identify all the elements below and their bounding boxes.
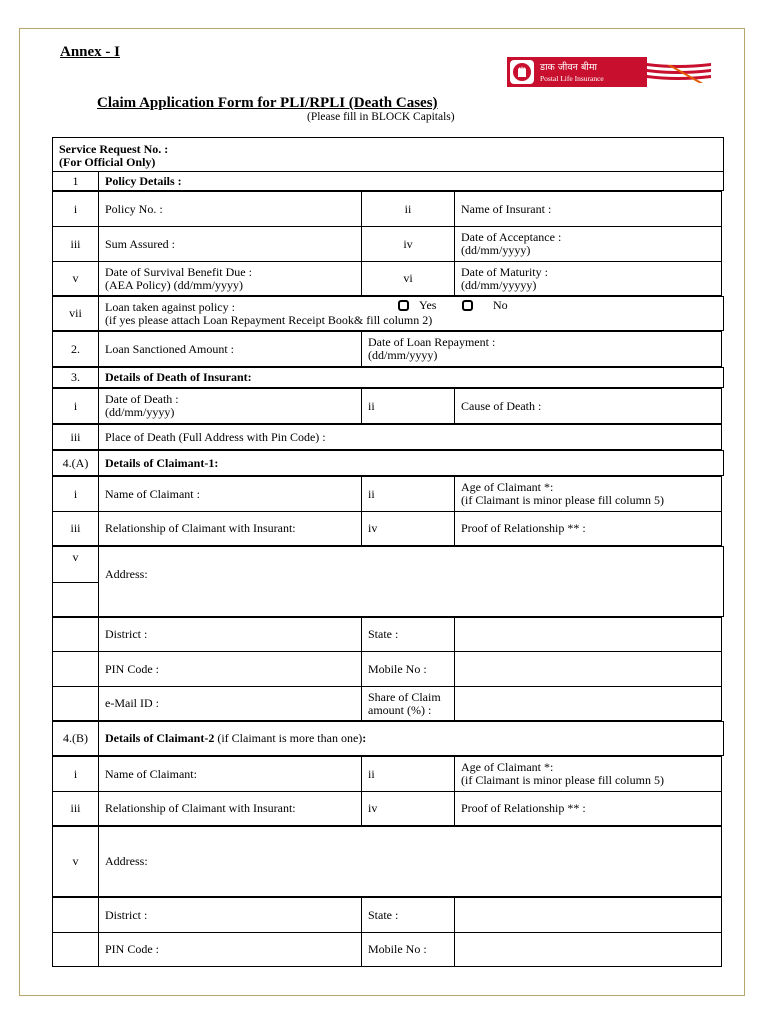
official-only-note: (For Official Only): [59, 154, 156, 169]
row-num-ii: ii: [404, 201, 412, 216]
death-place-row: [52, 424, 722, 450]
claimant2-table: [52, 756, 722, 826]
policy-no-field[interactable]: Policy No. :: [105, 201, 163, 216]
row-num-iii: iii: [70, 236, 81, 251]
service-request-box[interactable]: [52, 137, 724, 172]
c2-mobile-field[interactable]: Mobile No :: [368, 942, 427, 956]
postal-life-insurance-logo: [507, 57, 711, 87]
sum-assured-field[interactable]: Sum Assured :: [105, 236, 176, 251]
section-4b-title: [99, 722, 366, 755]
c1-contact-table: [52, 617, 722, 721]
c1-share-field[interactable]: [362, 687, 441, 720]
c1-district-field[interactable]: District :: [105, 627, 148, 641]
section-1-title: Policy Details :: [105, 173, 182, 188]
c2-num-ii: ii: [368, 766, 375, 781]
policy-details-table: [52, 191, 722, 296]
loan-taken-label: [99, 297, 432, 330]
maturity-label: Date of Maturity :: [461, 264, 548, 279]
acceptance-label: Date of Acceptance :: [461, 230, 562, 244]
section-4b-head: Details of Claimant-2: [105, 731, 215, 745]
c2-district-field[interactable]: District :: [105, 907, 148, 922]
form-title: Claim Application Form for PLI/RPLI (Death Cases): [97, 95, 438, 111]
section-4b-note: (if Claimant is more than one): [214, 731, 363, 745]
repayment-format: (dd/mm/yyyy): [368, 348, 438, 362]
loan-taken-row: [52, 296, 724, 331]
survival-format: (AEA Policy) (dd/mm/yyyy): [105, 277, 243, 292]
repayment-label: Date of Loan Repayment :: [368, 335, 496, 349]
acceptance-format: (dd/mm/yyyy): [461, 243, 531, 257]
loan-sanctioned-field[interactable]: Loan Sanctioned Amount :: [105, 341, 234, 356]
insurant-name-field[interactable]: Name of Insurant :: [461, 201, 552, 216]
death-row-num-ii: ii: [368, 398, 375, 413]
c1-name-field[interactable]: Name of Claimant :: [105, 486, 200, 501]
no-label: No: [493, 297, 508, 312]
death-date-format: (dd/mm/yyyy): [105, 405, 175, 419]
claimant1-table: [52, 476, 722, 546]
no-checkbox[interactable]: [462, 300, 473, 311]
date-of-maturity-field[interactable]: [455, 262, 548, 295]
annex-label: Annex - I: [60, 44, 121, 60]
form-subtitle: (Please fill in BLOCK Capitals): [307, 111, 455, 123]
c1-proof-field[interactable]: Proof of Relationship ** :: [461, 521, 586, 535]
yes-label: Yes: [419, 297, 437, 312]
c2-num-iii: iii: [70, 801, 81, 815]
c2-age-field[interactable]: [455, 757, 664, 791]
share-label-line1: Share of Claim: [368, 689, 441, 704]
c2-age-label: Age of Claimant *:: [461, 760, 554, 774]
loan-no-option[interactable]: [462, 297, 508, 313]
c2-contact-table: [52, 897, 722, 967]
row-num-vi: vi: [403, 271, 413, 285]
c1-pin-field[interactable]: PIN Code :: [105, 661, 159, 676]
c1-num-v: v: [72, 550, 79, 564]
death-row-num-i: i: [73, 398, 78, 413]
date-of-acceptance-field[interactable]: [455, 227, 561, 261]
loan-repayment-date-field[interactable]: [362, 332, 495, 366]
share-label-line2: amount (%) :: [368, 702, 432, 717]
section-4b-header: [52, 721, 724, 756]
service-request-label: [59, 140, 168, 171]
c2-age-note: (if Claimant is minor please fill column 5): [461, 773, 664, 787]
svg-text:Postal Life Insurance: Postal Life Insurance: [540, 74, 604, 83]
section-1-header: [52, 171, 724, 191]
service-request-no: Service Request No. :: [59, 141, 169, 156]
c1-mobile-field[interactable]: Mobile No :: [368, 661, 427, 676]
c1-num-iii: iii: [70, 521, 81, 535]
row-num-iv: iv: [403, 236, 413, 251]
row-num-i: i: [73, 201, 78, 216]
c1-age-field[interactable]: [455, 477, 664, 511]
c2-relationship-field[interactable]: Relationship of Claimant with Insurant:: [105, 801, 296, 815]
c1-state-field[interactable]: State :: [368, 627, 399, 641]
section-3-num: 3.: [71, 370, 80, 384]
section-4a-header: [52, 450, 724, 476]
section-2-row: [52, 331, 722, 367]
section-4b-num: 4.(B): [63, 731, 88, 745]
c2-proof-field[interactable]: Proof of Relationship ** :: [461, 801, 586, 815]
c1-age-note: (if Claimant is minor please fill column 5): [461, 493, 664, 507]
place-of-death-field[interactable]: Place of Death (Full Address with Pin Code) :: [105, 429, 326, 444]
c2-name-field[interactable]: Name of Claimant:: [105, 766, 197, 781]
loan-note: (if yes please attach Loan Repayment Receipt Book& fill column 2): [105, 312, 433, 327]
section-4b-colon: :: [362, 731, 367, 745]
c2-address-row: [52, 826, 722, 897]
c1-num-iv: iv: [368, 521, 378, 535]
c2-pin-field[interactable]: PIN Code :: [105, 942, 159, 956]
maturity-format: (dd/mm/yyyyy): [461, 277, 537, 292]
section-2-num: 2.: [71, 341, 80, 356]
section-3-title: Details of Death of Insurant:: [105, 370, 252, 384]
c1-num-i: i: [73, 486, 78, 501]
row-num-vii: vii: [69, 306, 82, 320]
death-date-row: [52, 388, 722, 424]
loan-yes-option[interactable]: [398, 297, 436, 313]
c1-email-field[interactable]: e-Mail ID :: [105, 696, 159, 710]
c2-state-field[interactable]: State :: [368, 907, 399, 922]
c2-num-v: v: [72, 854, 79, 868]
c1-age-label: Age of Claimant *:: [461, 480, 554, 494]
section-4a-title: Details of Claimant-1:: [105, 455, 219, 470]
cause-of-death-field[interactable]: Cause of Death :: [461, 398, 542, 413]
death-row-num-iii: iii: [70, 429, 81, 444]
c2-address-field[interactable]: Address:: [105, 854, 148, 868]
svg-text:डाक जीवन बीमा: डाक जीवन बीमा: [540, 62, 597, 73]
section-3-header: [52, 367, 724, 388]
section-1-num: 1: [72, 173, 79, 188]
survival-benefit-field[interactable]: [99, 262, 252, 295]
c2-num-iv: iv: [368, 801, 378, 815]
loan-question: Loan taken against policy :: [105, 299, 235, 314]
c1-address-row: [52, 546, 724, 617]
c2-num-i: i: [73, 766, 78, 781]
death-date-label: Date of Death :: [105, 392, 179, 406]
yes-checkbox[interactable]: [398, 300, 409, 311]
c1-address-field[interactable]: Address:: [105, 567, 148, 581]
c1-relationship-field[interactable]: Relationship of Claimant with Insurant:: [105, 521, 296, 535]
row-num-v: v: [72, 271, 79, 285]
survival-label: Date of Survival Benefit Due :: [105, 264, 252, 279]
date-of-death-field[interactable]: [99, 389, 179, 423]
section-4a-num: 4.(A): [62, 455, 89, 470]
c1-num-ii: ii: [368, 486, 375, 501]
